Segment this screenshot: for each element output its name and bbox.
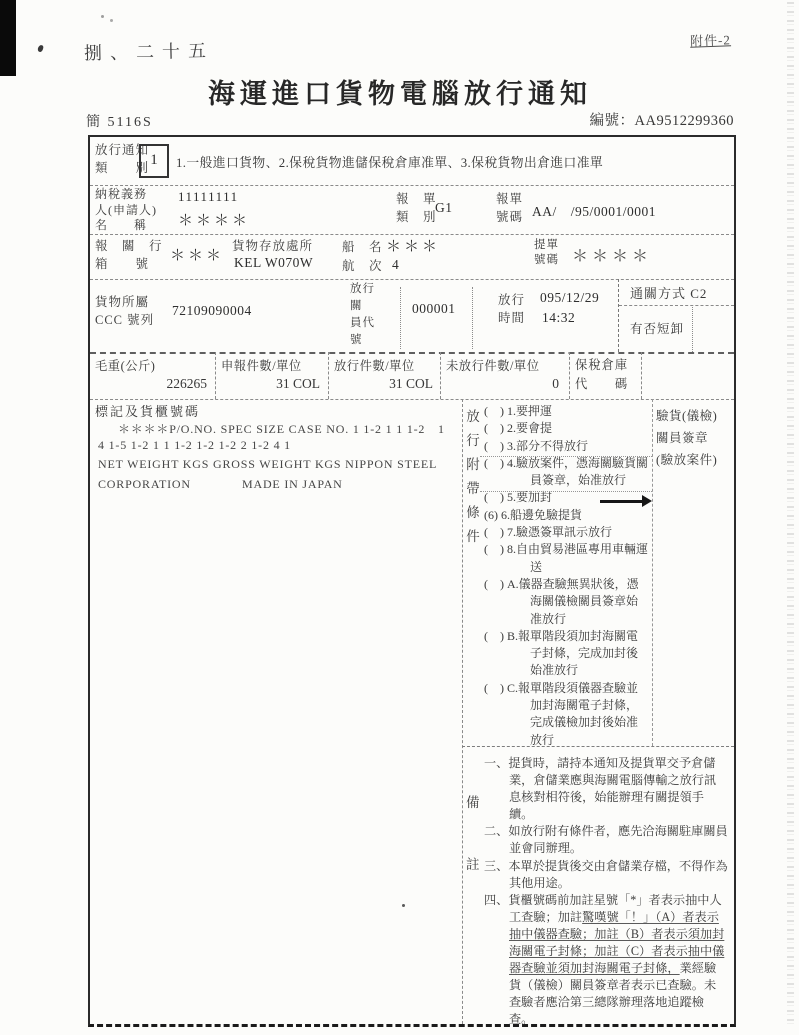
marks-label: 標記及貨櫃號碼 <box>95 404 201 419</box>
marks-line: ＊＊＊＊P/O.NO. SPEC SIZE CASE NO. 1 1-2 1 1 1-2 1 <box>118 422 445 436</box>
release-officer-label-line1: 放行 <box>350 283 375 295</box>
condition-checkbox: ( ) <box>484 421 504 436</box>
voyage-label: 航 次 <box>342 259 383 273</box>
conditions-list <box>484 403 648 749</box>
release-officer-label <box>350 281 375 349</box>
release-time-value: 14:32 <box>542 310 576 325</box>
condition-checkbox: ( ) <box>484 542 504 557</box>
taxpayer-label <box>95 187 157 234</box>
bill-of-lading-label-line1: 提單 <box>534 239 559 251</box>
scan-black-edge-mark <box>0 0 16 76</box>
taxpayer-name-value: ＊＊＊＊ <box>178 213 251 229</box>
remark-note-4-plain: 四、貨櫃號碼前加註星號「*」者表示抽中人工查驗；加註 <box>484 892 722 924</box>
declared-packages-value: 31 COL <box>276 376 320 391</box>
divider <box>652 399 653 746</box>
release-time-label-line2: 時間 <box>498 311 526 325</box>
bonded-warehouse-label-line2: 代 碼 <box>575 377 629 391</box>
handwritten-arrow-icon <box>600 500 644 503</box>
divider <box>472 287 473 349</box>
condition-checkbox: ( ) <box>484 455 504 470</box>
pen-mark <box>37 44 44 52</box>
unreleased-packages-value: 0 <box>552 376 559 391</box>
inspection-signature-line3: (驗放案件) <box>656 453 718 467</box>
row-broker <box>90 234 734 280</box>
inspection-signature-area <box>656 405 734 471</box>
divider <box>328 352 329 399</box>
remark-note-4 <box>484 892 728 1029</box>
notice-type-box: 1 <box>139 144 169 178</box>
scan-specks <box>101 15 104 18</box>
broker-box-label <box>95 237 163 273</box>
release-officer-label-line2: 關 <box>350 300 363 312</box>
document-title: 海運進口貨物電腦放行通知 <box>208 79 592 109</box>
condition-item <box>484 489 648 506</box>
remarks-side-label: 備 <box>466 795 481 810</box>
gross-weight-label: 毛重(公斤) <box>95 359 156 373</box>
bill-of-lading-label-line2: 號碼 <box>534 254 559 266</box>
inspection-signature-line1: 驗貨(儀檢) <box>656 409 718 423</box>
taxpayer-label-line2: 人(申請人) <box>95 202 157 217</box>
taxpayer-id-value: 11111111 <box>178 189 239 204</box>
ccc-code-value: 72109090004 <box>172 303 252 318</box>
declaration-type-label-line2: 類 別 <box>396 210 437 224</box>
divider <box>569 352 570 399</box>
condition-checkbox: ( ) <box>484 490 504 505</box>
form-code: 簡 5116S <box>86 115 153 130</box>
bill-of-lading-label <box>534 238 559 268</box>
release-officer-label-line3: 員代 <box>350 317 375 329</box>
bonded-warehouse-label-line1: 保稅倉庫 <box>575 358 629 372</box>
condition-text: A.儀器查驗無異狀後，憑海關儀檢關員簽章始准放行 <box>507 576 639 626</box>
condition-item <box>484 628 648 680</box>
notice-type-label-line1: 放行通知 <box>95 143 150 157</box>
attachment-note: 附件-2 <box>689 32 732 49</box>
condition-item <box>484 420 648 437</box>
short-unload-label: 有否短卸 <box>630 322 685 336</box>
condition-item <box>484 541 648 576</box>
ccc-code-label <box>95 293 154 329</box>
condition-item <box>484 680 648 749</box>
divider <box>480 491 652 492</box>
remark-note-4-plain: 業經驗貨（儀檢）關員簽章者表示已查驗。未查驗者應洽第三總隊辦理落地追蹤檢查。 <box>509 961 717 1027</box>
bill-of-lading-value: ＊＊＊＊ <box>572 248 653 265</box>
broker-box-value: ＊＊＊ <box>170 248 225 264</box>
document-number-label: 編號： <box>589 113 635 129</box>
release-officer-label-line4: 號 <box>350 334 363 346</box>
condition-checkbox: ( ) <box>484 404 504 418</box>
remark-note-3: 三、本單於提貨後交由倉儲業存檔，不得作為其他用途。 <box>484 858 728 890</box>
unreleased-packages-label: 未放行件數/單位 <box>446 359 540 373</box>
release-date-value: 095/12/29 <box>540 290 600 305</box>
condition-item <box>484 455 648 490</box>
condition-text: 2.要會提 <box>507 421 553 436</box>
vessel-name-label: 船 名 <box>342 240 383 254</box>
remarks-side-label: 註 <box>466 857 481 872</box>
remark-note-2: 二、如放行附有條件者，應先洽海關駐庫關員並會同辦理。 <box>484 824 728 856</box>
marks-line: CORPORATION MADE IN JAPAN <box>98 477 343 491</box>
condition-item-checked <box>484 507 648 524</box>
scan-speck <box>402 904 405 907</box>
broker-label-line1: 報 關 行 <box>95 239 163 253</box>
ccc-label-line2: CCC 號列 <box>95 313 155 327</box>
condition-text: 5.要加封 <box>507 490 553 505</box>
document-number-value: AA9512299360 <box>634 113 734 129</box>
form-table <box>88 135 736 1027</box>
condition-checkbox: ( ) <box>484 576 504 591</box>
declaration-type-label <box>396 190 437 226</box>
condition-item <box>484 438 648 455</box>
divider <box>480 456 652 457</box>
condition-text: 3.部分不得放行 <box>507 438 589 453</box>
taxpayer-label-line1: 納稅義務 <box>95 187 148 201</box>
divider <box>440 352 441 399</box>
remarks-notes <box>484 755 728 1029</box>
divider <box>619 305 734 306</box>
remarks-section <box>462 746 734 1027</box>
row-quantities <box>90 352 734 400</box>
condition-checkbox: ( ) <box>484 680 504 695</box>
clearance-mode-label: 通關方式 C2 <box>630 286 708 301</box>
condition-text: 8.自由貿易港區專用車輛運送 <box>507 542 649 574</box>
remark-note-1: 一、提貨時，請持本通知及提貨單交予倉儲業，倉儲業應與海關電腦傳輸之放行訊息核對相符後，始能辦理有關提領手續。 <box>484 756 717 822</box>
divider <box>692 305 693 352</box>
voyage-value: 4 <box>392 257 400 272</box>
notice-type-label-line2: 類 別 <box>95 161 150 175</box>
released-packages-label: 放行件數/單位 <box>334 359 415 373</box>
scan-edge-noise <box>787 2 794 1028</box>
conditions-side-label: 放行附帶條件 <box>466 409 480 544</box>
condition-text: 4.驗放案件，憑海關驗貨關員簽章，始准放行 <box>507 455 649 488</box>
ccc-label-line1: 貨物所屬 <box>95 295 150 309</box>
condition-item <box>484 524 648 541</box>
divider <box>400 287 401 349</box>
storage-place-value: KEL W070W <box>234 255 314 270</box>
divider <box>215 352 216 399</box>
declared-packages-label: 申報件數/單位 <box>221 359 302 373</box>
document-number <box>538 109 734 130</box>
row-taxpayer <box>90 185 734 235</box>
condition-text: 7.驗憑簽單訊示放行 <box>507 525 613 540</box>
condition-checkbox: ( ) <box>484 438 504 453</box>
bonded-warehouse-label <box>575 356 628 394</box>
vessel-name-value: ＊＊＊ <box>386 239 441 255</box>
condition-checkbox: ( ) <box>484 628 504 643</box>
released-packages-value: 31 COL <box>389 376 433 391</box>
row-goods <box>90 279 734 354</box>
taxpayer-label-line3: 名 稱 <box>95 218 148 232</box>
condition-text: 6.船邊免驗提貨 <box>501 507 583 522</box>
divider <box>641 352 642 399</box>
marks-line: 4 1-5 1-2 1 1 1-2 1-2 1-2 2 1-2 4 1 <box>98 438 291 452</box>
declaration-number-label <box>496 190 523 226</box>
storage-place-label: 貨物存放處所 <box>232 239 314 253</box>
declaration-type-label-line1: 報 單 <box>396 192 437 206</box>
notice-type-description: 1.一般進口貨物、2.保稅貨物進儲保稅倉庫准單、3.保稅貨物出倉進口准單 <box>176 156 604 170</box>
release-time-label-line1: 放行 <box>498 293 526 307</box>
broker-label-line2: 箱 號 <box>95 257 150 271</box>
divider <box>618 279 619 352</box>
condition-checkbox: (6) <box>484 507 498 522</box>
gross-weight-value: 226265 <box>166 376 207 391</box>
condition-text: B.報單階段須加封海關電子封條，完成加封後始准放行 <box>507 628 639 678</box>
declaration-number-label-line1: 報單 <box>496 192 524 206</box>
declaration-type-value: G1 <box>435 200 453 215</box>
condition-item <box>484 403 648 420</box>
row-main <box>90 399 734 1027</box>
remark-note-4-underlined: 驚嘆號「！」（A）者表示抽中儀器查驗；加註（B）者表示須加封海關電子封條；加註（C）者表示抽中儀器查驗並須加封海關電子封條， <box>509 909 725 976</box>
declaration-number-value: AA/ /95/0001/0001 <box>532 204 657 219</box>
row-notice-type <box>90 137 734 186</box>
condition-text: C.報單階段須儀器查驗並加封海關電子封條，完成儀檢加封後始准放行 <box>507 680 639 747</box>
condition-checkbox: ( ) <box>484 525 504 540</box>
condition-item <box>484 576 648 628</box>
handwritten-arrow-icon <box>642 495 652 507</box>
release-time-label <box>498 291 525 327</box>
declaration-number-label-line2: 號碼 <box>496 210 524 224</box>
release-officer-value: 000001 <box>412 301 456 316</box>
condition-text: 1.要押運 <box>507 404 553 418</box>
marks-line: NET WEIGHT KGS GROSS WEIGHT KGS NIPPON STEEL <box>98 457 438 471</box>
handwritten-annotation: 捌、二十五 <box>83 40 215 64</box>
inspection-signature-line2: 關員簽章 <box>656 431 709 445</box>
